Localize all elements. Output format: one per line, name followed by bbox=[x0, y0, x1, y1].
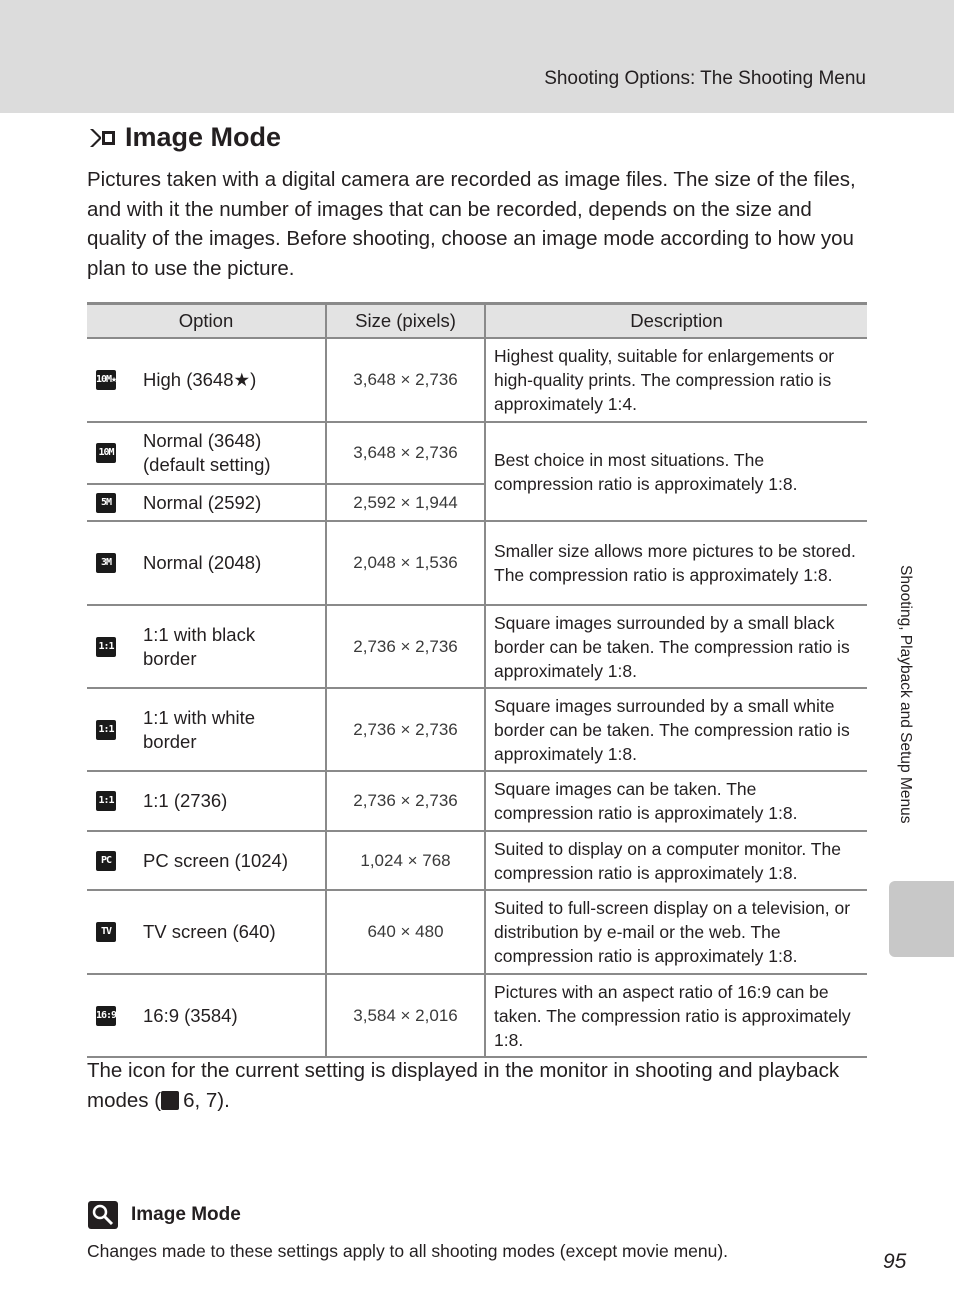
description-cell: Square images can be taken. The compression ratio is approximately 1:8. bbox=[485, 771, 867, 831]
option-cell bbox=[87, 831, 326, 890]
option-label: 16:9 (3584) bbox=[143, 1004, 238, 1026]
note-title: Image Mode bbox=[131, 1204, 241, 1225]
option-cell bbox=[87, 974, 326, 1057]
option-label: Normal (3648) (default setting) bbox=[143, 430, 271, 475]
option-cell bbox=[87, 771, 326, 831]
note-heading bbox=[87, 1200, 241, 1230]
option-label: 1:1 with black border bbox=[143, 623, 256, 669]
description-cell: Highest quality, suitable for enlargements or high-quality prints. The compression ratio is approximately 1:4. bbox=[485, 338, 867, 422]
option-cell bbox=[87, 605, 326, 688]
description-cell: Pictures with an aspect ratio of 16:9 can be taken. The compression ratio is approximately 1:8. bbox=[485, 974, 867, 1057]
size-cell: 2,736 × 2,736 bbox=[326, 688, 485, 771]
size-cell: 2,048 × 1,536 bbox=[326, 521, 485, 605]
side-chapter-label: Shooting, Playback and Setup Menus bbox=[897, 565, 914, 824]
size-cell: 2,592 × 1,944 bbox=[326, 484, 485, 521]
option-cell bbox=[87, 521, 326, 605]
option-label: Normal (2048) bbox=[143, 552, 262, 573]
table-row bbox=[87, 422, 867, 484]
widescreen-16-9-icon: 16:9 bbox=[96, 1006, 116, 1026]
high-3648-star-icon: 10M★ bbox=[96, 370, 116, 390]
normal-3648-icon: 10M bbox=[96, 443, 116, 463]
current-setting-note-text: The icon for the current setting is displayed in the monitor in shooting and playback modes ( bbox=[87, 1059, 840, 1112]
header-title: Shooting Options: The Shooting Menu bbox=[544, 68, 866, 89]
option-label: Normal (2592) bbox=[143, 491, 262, 513]
side-chapter-tab bbox=[889, 881, 954, 957]
square-black-border-icon: 1:1 bbox=[96, 637, 116, 657]
page-reference-text: 6, 7). bbox=[183, 1088, 230, 1112]
intro-paragraph: Pictures taken with a digital camera are recorded as image files. The size of the files, and with it the number of images that can be recorded, depends on the size and quality of the images. Before shooting, choose an image mode according to how you plan to use the picture. bbox=[87, 168, 856, 280]
size-cell: 3,648 × 2,736 bbox=[326, 338, 485, 422]
table-row bbox=[87, 338, 867, 422]
size-cell: 3,648 × 2,736 bbox=[326, 422, 485, 484]
size-cell: 640 × 480 bbox=[326, 890, 485, 974]
normal-2592-icon: 5M bbox=[96, 493, 116, 513]
table-row bbox=[87, 890, 867, 974]
option-cell bbox=[87, 688, 326, 771]
table-row bbox=[87, 605, 867, 688]
option-cell bbox=[87, 484, 326, 521]
page-reference-icon bbox=[161, 1091, 179, 1110]
option-label: 1:1 (2736) bbox=[143, 790, 228, 811]
description-cell: Square images surrounded by a small white border can be taken. The compression ratio is approximately 1:8. bbox=[485, 688, 867, 771]
size-cell: 3,584 × 2,016 bbox=[326, 974, 485, 1057]
option-label: PC screen (1024) bbox=[143, 849, 288, 871]
normal-2048-icon: 3M bbox=[96, 553, 116, 573]
table-row bbox=[87, 771, 867, 831]
description-cell: Suited to full-screen display on a television, or distribution by e-mail or the web. The compression ratio is approximately 1:8. bbox=[485, 890, 867, 974]
page-number: 95 bbox=[883, 1250, 907, 1273]
section-title bbox=[87, 122, 281, 153]
note-text: Changes made to these settings apply to all shooting modes (except movie menu). bbox=[87, 1241, 729, 1261]
option-label: High (3648★) bbox=[143, 369, 257, 390]
pc-screen-icon: PC bbox=[96, 851, 116, 871]
table-row bbox=[87, 688, 867, 771]
description-cell: Square images surrounded by a small black border can be taken. The compression ratio is approximately 1:8. bbox=[485, 605, 867, 688]
table-header-row bbox=[87, 304, 867, 339]
column-header-option: Option bbox=[87, 304, 326, 339]
square-2736-icon: 1:1 bbox=[96, 791, 116, 811]
option-cell bbox=[87, 338, 326, 422]
option-label: 1:1 with white border bbox=[143, 706, 256, 752]
square-white-border-icon: 1:1 bbox=[96, 720, 116, 740]
section-title-text: Image Mode bbox=[125, 122, 282, 152]
size-cell: 2,736 × 2,736 bbox=[326, 771, 485, 831]
description-cell: Best choice in most situations. The compression ratio is approximately 1:8. bbox=[485, 422, 867, 521]
option-cell bbox=[87, 422, 326, 484]
option-label: TV screen (640) bbox=[143, 921, 276, 942]
size-cell: 1,024 × 768 bbox=[326, 831, 485, 890]
table-row bbox=[87, 521, 867, 605]
image-mode-table bbox=[87, 302, 867, 1058]
description-cell: Smaller size allows more pictures to be stored. The compression ratio is approximately 1:8. bbox=[485, 521, 867, 605]
size-cell: 2,736 × 2,736 bbox=[326, 605, 485, 688]
table-row bbox=[87, 974, 867, 1057]
description-cell: Suited to display on a computer monitor. The compression ratio is approximately 1:8. bbox=[485, 831, 867, 890]
header-band bbox=[0, 0, 954, 113]
tv-screen-icon: TV bbox=[96, 922, 116, 942]
column-header-description: Description bbox=[485, 304, 867, 339]
note-magnifier-icon bbox=[87, 1200, 119, 1230]
option-cell bbox=[87, 890, 326, 974]
current-setting-note bbox=[87, 1056, 847, 1115]
image-mode-icon bbox=[87, 125, 117, 151]
column-header-size: Size (pixels) bbox=[326, 304, 485, 339]
table-row bbox=[87, 831, 867, 890]
